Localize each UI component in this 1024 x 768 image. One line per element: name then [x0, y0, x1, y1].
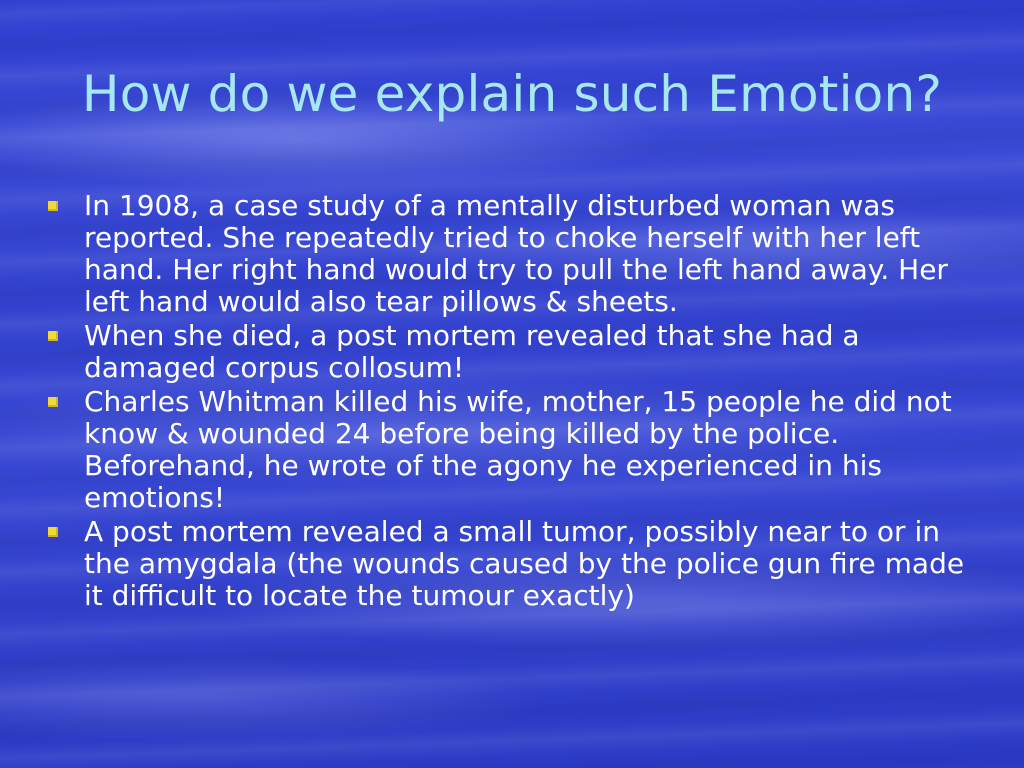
- square-bullet-icon: [48, 527, 58, 537]
- list-item: [44, 190, 984, 318]
- list-item: [44, 320, 984, 384]
- slide-title: How do we explain such Emotion?: [81, 65, 943, 123]
- list-item: [44, 386, 984, 514]
- square-bullet-icon: [48, 201, 58, 211]
- bullet-text: In 1908, a case study of a mentally disturbed woman was reported. She repeatedly tried to choke herself with her left hand. Her right hand would try to pull the left hand away. Her left hand would also tear pillows & sheets.: [84, 189, 948, 318]
- bullet-text: When she died, a post mortem revealed that she had a damaged corpus collosum!: [84, 319, 860, 384]
- square-bullet-icon: [48, 397, 58, 407]
- bullet-list: [44, 190, 984, 614]
- bullet-text: A post mortem revealed a small tumor, possibly near to or in the amygdala (the wounds caused by the police gun fire made it difficult to locate the tumour exactly): [84, 515, 965, 612]
- bullet-text: Charles Whitman killed his wife, mother, 15 people he did not know & wounded 24 before being killed by the police. Beforehand, he wrote of the agony he experienced in his emotions!: [84, 385, 952, 514]
- square-bullet-icon: [48, 331, 58, 341]
- list-item: [44, 516, 984, 612]
